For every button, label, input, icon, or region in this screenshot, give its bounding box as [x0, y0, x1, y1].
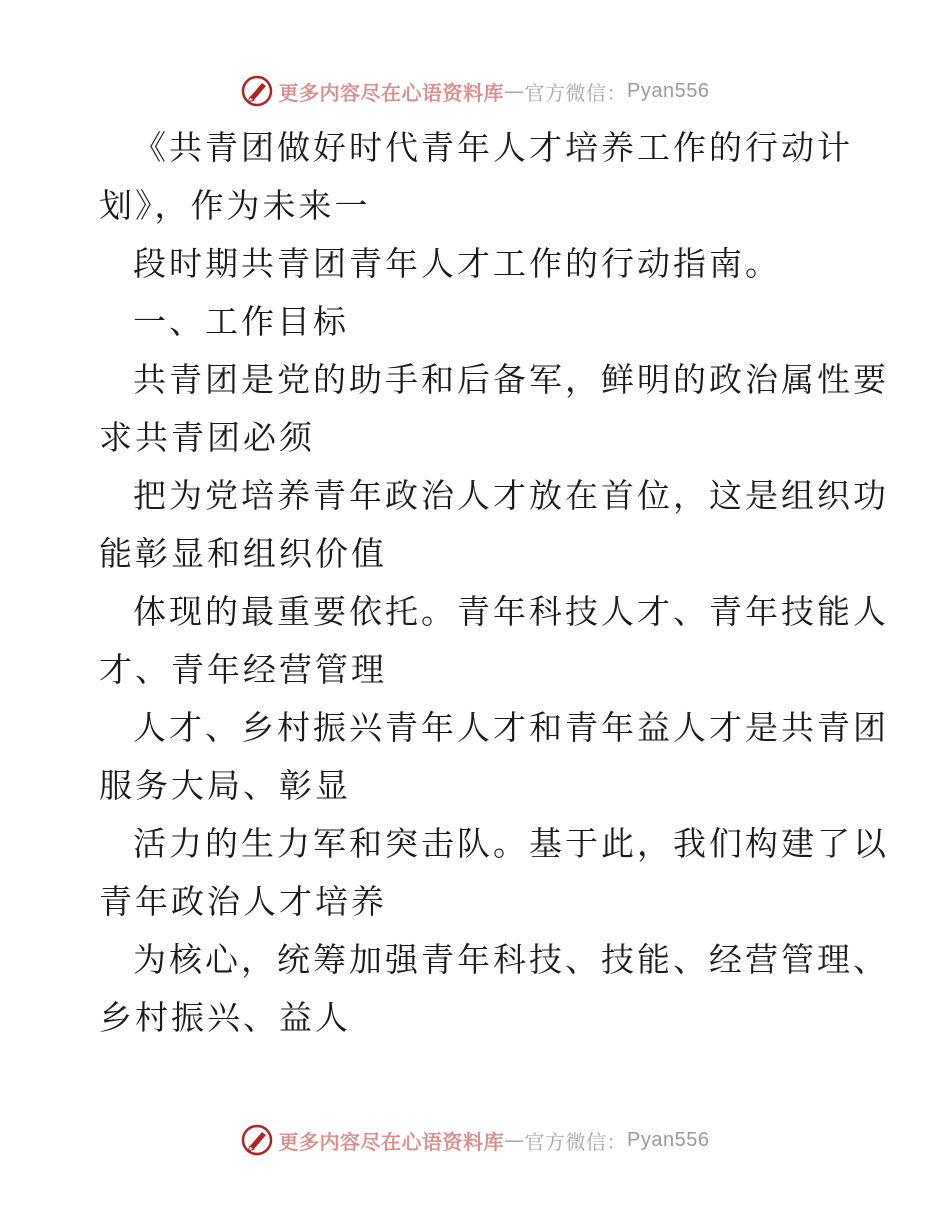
text-line: 能彰显和组织价值: [99, 534, 387, 573]
text-line: 求共青团必须: [99, 418, 315, 457]
text-line: 活力的生力军和突击队。基于此，我们构建了以: [133, 824, 889, 863]
banner-dash: —: [504, 1128, 525, 1152]
text-line: 《共青团做好时代青年人才培养工作的行动计: [133, 128, 853, 167]
banner-wechat-label: 官方微信：: [524, 80, 628, 105]
banner-wechat-label: 官方微信：: [524, 1129, 628, 1154]
banner-wechat-id: Pyan556: [627, 1128, 710, 1151]
text-line: 段时期共青团青年人才工作的行动指南。: [133, 244, 781, 283]
text-line: 划》，作为未来一: [99, 186, 371, 225]
banner-wechat-id: Pyan556: [627, 79, 710, 102]
text-line: 为核心，统筹加强青年科技、技能、经营管理、: [133, 940, 889, 979]
text-line: 乡村振兴、益人: [99, 998, 351, 1037]
banner-dash: —: [504, 79, 525, 103]
text-line: 青年政治人才培养: [99, 882, 387, 921]
text-line: 体现的最重要依托。青年科技人才、青年技能人: [133, 592, 889, 631]
banner-text: 更多内容尽在心语资料库: [278, 80, 505, 105]
footer-banner: [0, 1120, 950, 1160]
banner-text: 更多内容尽在心语资料库: [278, 1129, 505, 1154]
section-heading: 一、工作目标: [133, 302, 349, 341]
text-line: 把为党培养青年政治人才放在首位，这是组织功: [133, 476, 889, 515]
text-line: 共青团是党的助手和后备军，鲜明的政治属性要: [133, 360, 889, 399]
text-line: 才、青年经营管理: [99, 650, 387, 689]
text-line: 服务大局、彰显: [99, 766, 351, 805]
pen-logo-icon: [241, 1124, 273, 1156]
text-line: 人才、乡村振兴青年人才和青年益人才是共青团: [133, 708, 889, 747]
